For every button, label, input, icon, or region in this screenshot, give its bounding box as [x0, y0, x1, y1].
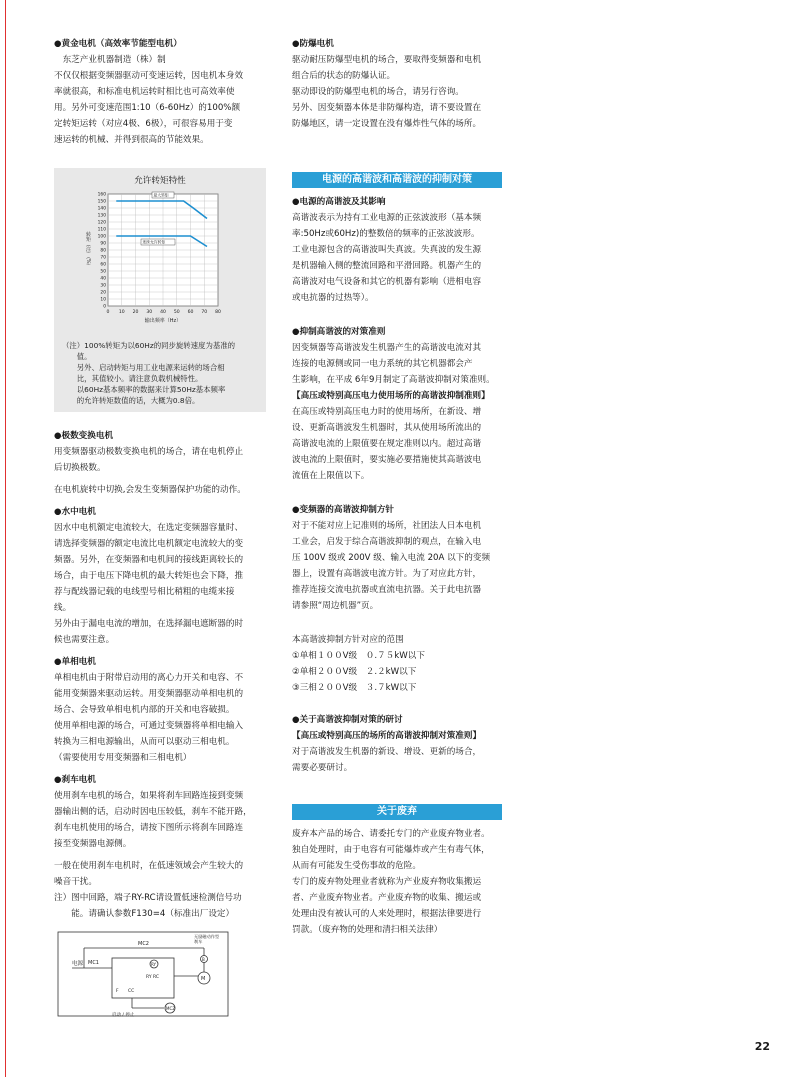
text-line: 防爆地区，请一定设置在没有爆炸性气体的场所。: [292, 119, 482, 129]
text-line: 一般在使用刹车电机时，在低速领域会产生较大的: [54, 861, 244, 871]
text-line: 专门的废弃物处理业者就称为产业废弃物收集搬运: [292, 877, 482, 887]
y-tick-label: 30: [100, 283, 106, 289]
text-line: （需要使用专用变频器和三相电机）: [54, 753, 192, 763]
chart-note-line: 的允许转矩数值的话，大概为0.8倍。: [62, 396, 200, 405]
text-line: 需要必要研讨。: [292, 763, 353, 773]
circuit-label-power: 电源: [72, 961, 84, 967]
text-line: 不仅仅根据变频器驱动可变速运转，因电机本身效: [54, 71, 244, 81]
text-line: 工业会，启发于综合高谐波抑制的观点，在输入电: [292, 537, 482, 547]
section-heading-harmonic-guideline: ●抑制高谐波的对策准则: [292, 327, 386, 337]
text-line: 转换为三相电源输出，从而可以驱动三相电机。: [54, 737, 235, 747]
y-tick-label: 100: [97, 234, 106, 240]
text-line: 场合、会导致单相电机内部的开关和电容破损。: [54, 705, 235, 715]
circuit-label-cc: CC: [128, 989, 135, 994]
circuit-label-start-stop: 启动 / 停止: [112, 1013, 135, 1018]
y-tick-label: 120: [97, 220, 106, 226]
text-line: 速运转的机械、并得到很高的节能效果。: [54, 135, 209, 145]
y-tick-label: 80: [100, 248, 106, 254]
x-tick-label: 80: [215, 310, 221, 315]
section-heading-pole-change: ●极数变换电机: [54, 431, 114, 441]
text-line: 率就很高，和标准电机运转时相比也可高效率使: [54, 87, 235, 97]
y-tick-label: 20: [100, 290, 106, 296]
scope-title: 本高谐波抑制方针对应的范围: [292, 635, 404, 645]
series-label-1: 连续允许转矩: [142, 239, 166, 245]
y-tick-label: 110: [97, 227, 106, 233]
y-tick-label: 140: [97, 206, 106, 212]
text-line: 高谐波电流的上限值要在规定准则以内。超过高谐: [292, 439, 482, 449]
series-label-0: 最大转矩: [153, 192, 169, 198]
y-axis-label: 转矩（注）（%）: [85, 231, 91, 269]
text-line: 率:50Hz或60Hz)的整数倍的频率的正弦波波形。: [292, 229, 480, 239]
x-tick-label: 70: [201, 310, 208, 315]
text-line: 单相电机由于附带启动用的离心力开关和电容、不: [54, 673, 244, 683]
text-line: 独自处理时，由于电容有可能爆炸或产生有毒气体，: [292, 845, 490, 855]
text-line: 处理由没有被认可的人来处理时，根据法律要进行: [292, 909, 482, 919]
text-line: 器上，设置有高谐波电流方针。为了对应此方针，: [292, 569, 482, 579]
text-line: 另外、因变频器本体是非防爆构造，请不要设置在: [292, 103, 482, 113]
text-line: 器输出侧的话，启动时因电压较低，刹车不能开路，: [54, 807, 252, 817]
text-line: 或电抗器的过热等）。: [292, 293, 374, 303]
x-tick-label: 50: [173, 310, 180, 315]
section-bar-harmonics: 电源的高谐波和高谐波的抑制对策: [292, 172, 502, 188]
text-line: 从而有可能发生受伤事故的危险。: [292, 861, 421, 871]
text-line: 东芝产业机器制造（株）制: [54, 55, 166, 65]
text-line: 候也需要注意。: [54, 635, 115, 645]
text-line: 后切换极数。: [54, 463, 106, 473]
text-line: 刹车电机使用的场合，请按下图所示将刹车回路连: [54, 823, 244, 833]
x-axis-label: 输出频率（Hz）: [144, 318, 182, 324]
section-heading-harmonic-effects: ●电源的高谐波及其影响: [292, 197, 386, 207]
text-line: 压 100V 级或 200V 级、输入电流 20A 以下的变频: [292, 553, 491, 563]
text-line: 能用变频器来驱动运转。用变频器驱动单相电机的: [54, 689, 244, 699]
scope-item: ③三相２００V级 ３.７kW以下: [292, 683, 417, 693]
text-line: 请选择变频器的额定电流比电机额定电流较大的变: [54, 539, 244, 549]
circuit-label-brake-type: 无励磁动作型: [194, 934, 220, 939]
text-line: 在电机旋转中切换,会发生变频器保护功能的动作。: [54, 485, 246, 495]
text-line: 使用刹车电机的场合，如果将刹车回路连接到变频: [54, 791, 244, 801]
text-line: 驱动即设的防爆型电机的场合，请另行咨询。: [292, 87, 464, 97]
brake-circuit-diagram: [54, 930, 254, 1020]
torque-chart: [54, 190, 266, 328]
text-line: 者、产业废弃物业者。产业废弃物的收集、搬运或: [292, 893, 482, 903]
chart-note-line: 比，其值较小。请注意负载机械特性。: [62, 374, 203, 383]
circuit-label-mc2-coil: MC2: [166, 1006, 175, 1011]
circuit-label-mc2: MC2: [138, 941, 149, 947]
circuit-label-brake: 刹车: [194, 939, 203, 944]
text-line: 工业电源包含的高谐波叫失真波。失真波的发生源: [292, 245, 482, 255]
gold-motor-text: [54, 52, 266, 148]
right-column: [292, 36, 506, 938]
text-line: 是机器输入侧的整流回路和平滑回路。机器产生的: [292, 261, 482, 271]
text-line: 场合，由于电压下降电机的最大转矩也会下降，推: [54, 571, 244, 581]
text-line: 对于高谐波发生机器的新设、增设、更新的场合，: [292, 747, 482, 757]
y-tick-label: 0: [103, 304, 106, 310]
text-line: 注）图中回路，端子RY-RC请设置低速检测信号功: [54, 893, 242, 903]
y-tick-label: 50: [100, 269, 106, 275]
text-line: 废弃本产品的场合、请委托专门的产业废弃物业者。: [292, 829, 490, 839]
circuit-label-mc1: MC1: [88, 960, 99, 966]
text-line: 频器。另外，在变频器和电机间的接线距离较长的: [54, 555, 244, 565]
text-line: 线。: [54, 603, 72, 613]
y-tick-label: 10: [100, 297, 106, 303]
x-tick-label: 20: [132, 310, 139, 315]
torque-chart-panel: [54, 168, 266, 412]
text-line: 能。请确认参数F130=4（标准出厂设定）: [54, 909, 235, 919]
text-line: 噪音干扰。: [54, 877, 97, 887]
y-tick-label: 130: [97, 213, 106, 219]
section-bar-disposal: 关于废弃: [292, 804, 502, 820]
text-line: 用变频器驱动极数变换电机的场合，请在电机停止: [54, 447, 244, 457]
text-line: 使用单相电源的场合，可通过变频器将单相电输入: [54, 721, 244, 731]
page-number: 22: [754, 1040, 770, 1053]
text-line: 连接的电源侧或同一电力系统的其它机器都会产: [292, 359, 473, 369]
guideline-bold-line: 【高压或特别高压电力使用场所的高谐波抑制准则】: [292, 391, 490, 401]
chart-title: 允许转矩特性: [134, 176, 186, 186]
text-line: 推荐连接交流电抗器或直流电抗器。关于此电抗器: [292, 585, 482, 595]
x-tick-label: 10: [118, 310, 125, 315]
y-tick-label: 90: [100, 241, 106, 247]
text-line: 组合后的状态的防爆认证。: [292, 71, 396, 81]
text-line: 生影响，在平成 6年9月制定了高谐波抑制对策准则。: [292, 375, 495, 385]
circuit-label-motor: M: [201, 976, 206, 982]
left-column: [54, 36, 266, 1024]
text-line: 高谐波对电气设备和其它的机器有影响（进相电容: [292, 277, 482, 287]
x-tick-label: 0: [106, 310, 110, 315]
x-tick-label: 40: [160, 310, 166, 315]
section-heading-explosion-proof: ●防爆电机: [292, 39, 334, 49]
x-tick-label: 60: [187, 310, 194, 315]
text-line: 定转矩运转（对应4极、6极），可很容易用于变: [54, 119, 233, 129]
scope-item: ②单相２００V级 ２.２kW以下: [292, 667, 417, 677]
review-bold-line: 【高压或特别高压的场所的高谐波抑制对策准则】: [292, 731, 482, 741]
text-line: 波电流的上限值时，要实施必要措施使其高谐波电: [292, 455, 482, 465]
inverter-box: [112, 958, 174, 998]
circuit-label-b: B: [202, 957, 205, 962]
text-line: 高谐波表示为持有工业电源的正弦波波形（基本频: [292, 213, 482, 223]
section-heading-gold-motor: ●黄金电机（高效率节能型电机）: [54, 39, 182, 49]
section-heading-single-phase: ●单相电机: [54, 657, 96, 667]
text-line: 用。另外可变速范围1:10（6-60Hz）的100%额: [54, 103, 241, 113]
chart-note-line: 另外、启动转矩与用工业电源来运转的场合相: [62, 363, 225, 372]
section-heading-brake-motor: ●刹车电机: [54, 775, 96, 785]
scope-item: ①单相１００V级 ０.７５kW以下: [292, 651, 425, 661]
text-line: 在高压或特别高压电力时的使用场所，在新设、增: [292, 407, 482, 417]
text-line: 因水中电机额定电流较大，在选定变频器容量时、: [54, 523, 244, 533]
text-line: 驱动耐压防爆型电机的场合，要取得变频器和电机: [292, 55, 482, 65]
y-tick-label: 160: [97, 192, 106, 198]
x-tick-label: 30: [146, 310, 153, 315]
circuit-label-ry: RY: [151, 962, 156, 967]
text-line: 罚款。（废弃物的处理和清扫相关法律）: [292, 925, 443, 935]
section-heading-harmonic-review: ●关于高谐波抑制对策的研讨: [292, 715, 403, 725]
section-heading-inverter-policy: ●变频器的高谐波抑制方针: [292, 505, 395, 515]
y-tick-label: 40: [100, 276, 106, 282]
chart-note-line: 以60Hz基本频率的数据来计算50Hz基本频率: [62, 385, 226, 394]
text-line: 荐与配线器记载的电线型号相比稍粗的电缆来接: [54, 587, 235, 597]
text-line: 设、更新高谐波发生机器时，其从使用场所流出的: [292, 423, 482, 433]
margin-line: [5, 0, 6, 1077]
text-line: 接至变频器电源侧。: [54, 839, 132, 849]
text-line: 另外由于漏电电流的增加，在选择漏电遮断器的时: [54, 619, 244, 629]
section-heading-submersible: ●水中电机: [54, 507, 96, 517]
text-line: 对于不能对应上记准则的场所，社团法人日本电机: [292, 521, 482, 531]
text-line: 请参照“周边机器”页。: [292, 601, 379, 611]
text-line: 流值在上限值以下。: [292, 471, 370, 481]
y-tick-label: 60: [100, 262, 106, 268]
chart-note-line: （注）100%转矩为以60Hz的同步旋转速度为基准的: [62, 341, 236, 350]
text-line: 因变频器等高谐波发生机器产生的高谐波电流对其: [292, 343, 482, 353]
chart-note-line: 值。: [62, 352, 92, 361]
y-tick-label: 70: [100, 255, 106, 261]
circuit-label-ry-rc: RY RC: [146, 975, 160, 980]
circuit-label-f: F: [116, 989, 119, 994]
y-tick-label: 150: [97, 199, 106, 205]
